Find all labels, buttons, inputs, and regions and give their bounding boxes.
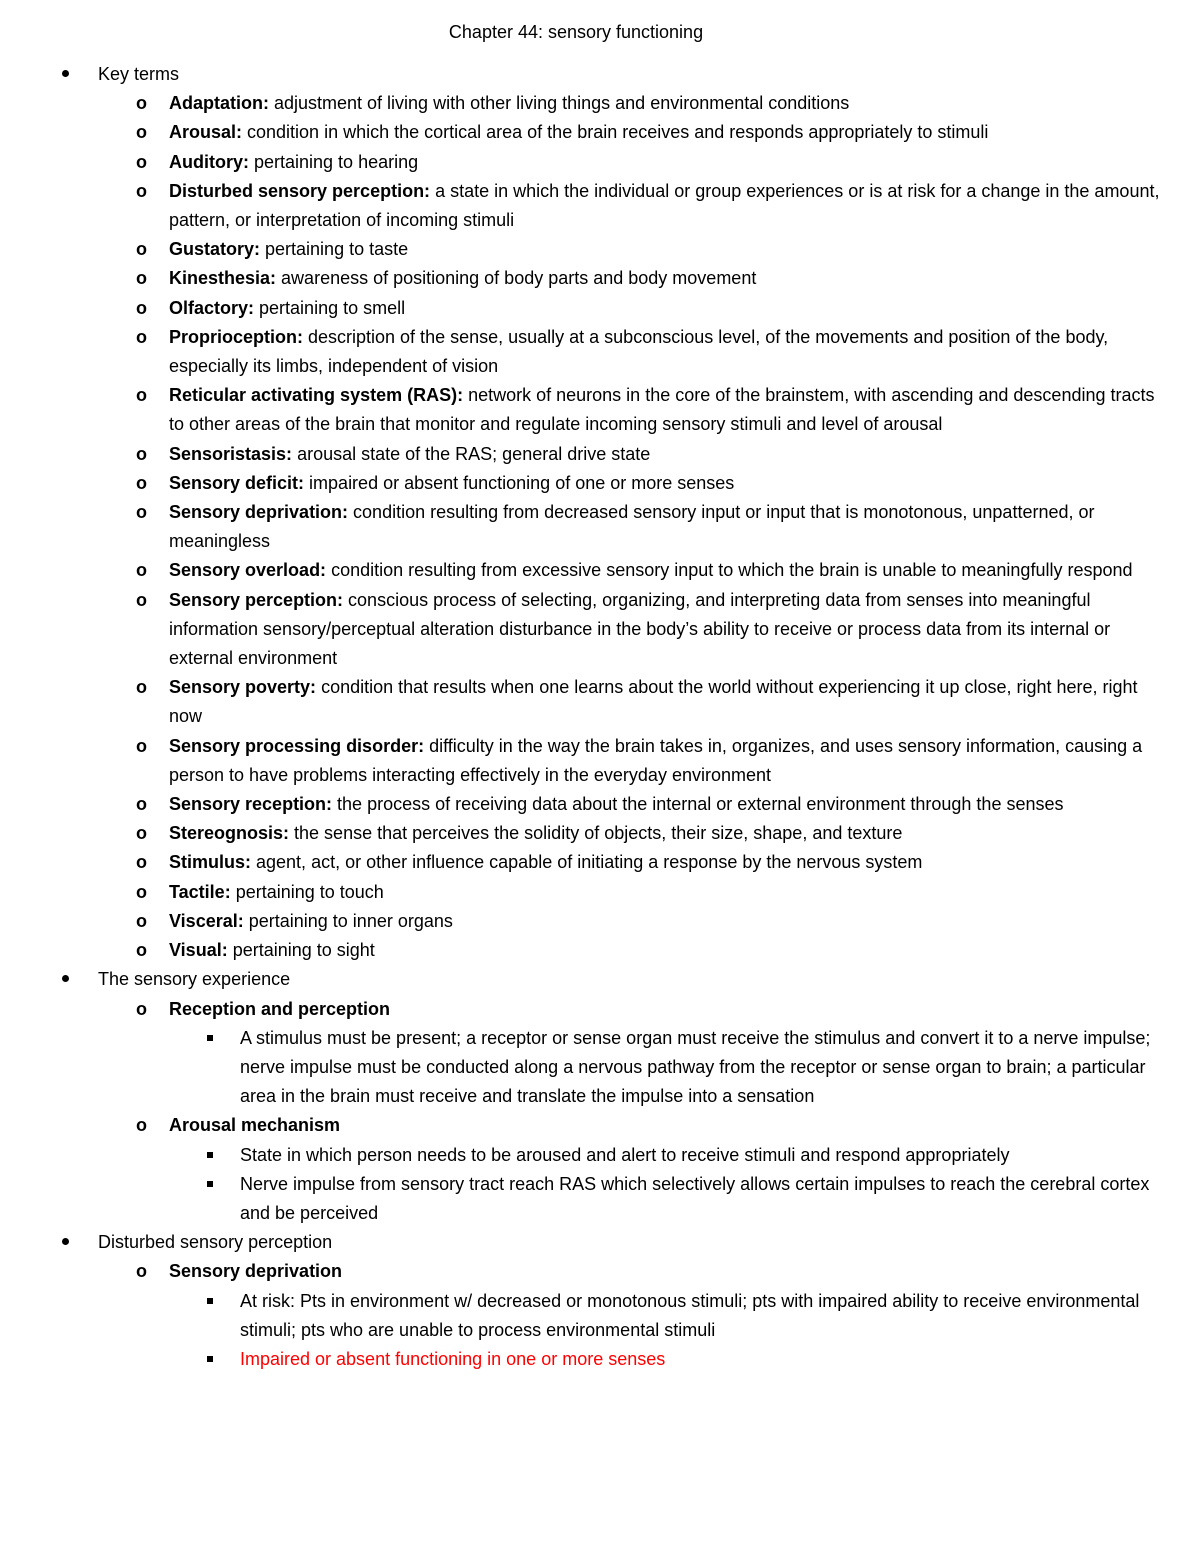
key-term-definition: pertaining to taste [260, 239, 409, 260]
subsection-heading: Sensory deprivation [169, 1261, 343, 1282]
circle-bullet-marker: o [136, 502, 147, 523]
key-term-label: Sensory perception: [169, 589, 344, 610]
key-term-definition: the sense that perceives the solidity of objects, their size, shape, and texture [289, 823, 903, 844]
key-term-label: Adaptation: [169, 93, 269, 114]
square-bullet-icon [207, 1298, 213, 1304]
bullet-icon [62, 70, 69, 77]
key-term-label: Kinesthesia: [169, 268, 277, 289]
key-term-label: Stereognosis: [169, 823, 290, 844]
circle-bullet-marker: o [136, 823, 147, 844]
key-term-item [0, 118, 1160, 147]
key-term-item [0, 819, 1160, 848]
section-key-terms [0, 60, 1160, 89]
detail-text: State in which person needs to be aroused and alert to receive stimuli and respond appropriately [240, 1144, 1010, 1165]
subsection-heading: Reception and perception [169, 998, 391, 1019]
key-term-definition: arousal state of the RAS; general drive state [292, 443, 651, 464]
key-term-label: Sensory overload: [169, 560, 327, 581]
key-term-item [0, 556, 1160, 585]
key-term-definition: pertaining to smell [254, 297, 406, 318]
key-term-item [0, 790, 1160, 819]
key-term-definition: adjustment of living with other living things and environmental conditions [268, 93, 850, 114]
detail-text: Nerve impulse from sensory tract reach RAS which selectively allows certain impulses to reach the cerebral cortex and be perceived [240, 1173, 1150, 1223]
key-term-label: Gustatory: [169, 239, 261, 260]
section-heading: Key terms [98, 64, 180, 84]
key-term-definition: the process of receiving data about the internal or external environment through the senses [332, 794, 1064, 815]
key-term-item [0, 732, 1160, 790]
key-term-label: Sensory processing disorder: [169, 735, 425, 756]
key-term-item [0, 848, 1160, 877]
detail-item [0, 1141, 1160, 1170]
key-term-item [0, 440, 1160, 469]
circle-bullet-marker: o [136, 677, 147, 698]
circle-bullet-marker: o [136, 1115, 147, 1136]
subsection-heading: Arousal mechanism [169, 1115, 341, 1136]
detail-item [0, 1345, 1160, 1374]
bullet-icon [62, 975, 69, 982]
circle-bullet-marker: o [136, 940, 147, 961]
circle-bullet-marker: o [136, 385, 147, 406]
key-term-item [0, 936, 1160, 965]
detail-text: At risk: Pts in environment w/ decreased or monotonous stimuli; pts with impaired ability to receive environmental stimuli; pts who are unable to process environmental stimuli [240, 1290, 1140, 1340]
circle-bullet-marker: o [136, 297, 147, 318]
key-term-definition: impaired or absent functioning of one or more senses [304, 472, 735, 493]
circle-bullet-marker: o [136, 239, 147, 260]
sensory-experience-list [0, 995, 1160, 1229]
key-term-item [0, 323, 1160, 381]
circle-bullet-marker: o [136, 443, 147, 464]
detail-item [0, 1024, 1160, 1112]
circle-bullet-marker: o [136, 910, 147, 931]
key-term-item [0, 878, 1160, 907]
circle-bullet-marker: o [136, 122, 147, 143]
detail-text: Impaired or absent functioning in one or more senses [240, 1348, 666, 1369]
section-sensory-experience [0, 965, 1160, 994]
circle-bullet-marker: o [136, 794, 147, 815]
section-heading: Disturbed sensory perception [98, 1232, 333, 1253]
circle-bullet-marker: o [136, 472, 147, 493]
key-term-label: Visceral: [169, 910, 244, 931]
key-term-item [0, 148, 1160, 177]
square-bullet-icon [207, 1152, 213, 1158]
key-term-label: Stimulus: [169, 852, 252, 873]
key-term-item [0, 498, 1160, 556]
key-term-definition: description of the sense, usually at a subconscious level, of the movements and position of the body, especially its limbs, independent of vision [169, 326, 1109, 377]
circle-bullet-marker: o [136, 998, 147, 1019]
key-term-label: Visual: [169, 940, 228, 961]
square-bullet-icon [207, 1181, 213, 1187]
document-body [0, 60, 1160, 1374]
key-term-label: Arousal: [169, 122, 243, 143]
key-term-label: Disturbed sensory perception: [169, 180, 431, 201]
key-term-definition: agent, act, or other influence capable of initiating a response by the nervous system [251, 852, 923, 873]
key-term-label: Proprioception: [169, 326, 303, 347]
circle-bullet-marker: o [136, 1261, 147, 1282]
circle-bullet-marker: o [136, 560, 147, 581]
key-term-definition: conscious process of selecting, organizing, and interpreting data from senses into meaningful information sensory/perceptual alteration disturbance in the body’s ability to receive or process data from its internal or external environment [169, 589, 1111, 669]
square-bullet-icon [207, 1356, 213, 1362]
key-term-item [0, 469, 1160, 498]
circle-bullet-marker: o [136, 268, 147, 289]
circle-bullet-marker: o [136, 93, 147, 114]
disturbed-sensory-perception-list [0, 1257, 1160, 1374]
key-term-label: Sensoristasis: [169, 443, 293, 464]
key-term-definition: pertaining to hearing [249, 151, 419, 172]
key-term-label: Reticular activating system (RAS): [169, 385, 464, 406]
key-term-item [0, 907, 1160, 936]
key-term-item [0, 381, 1160, 439]
key-term-definition: difficulty in the way the brain takes in, organizes, and uses sensory information, causing a person to have problems interacting effectively in the everyday environment [169, 735, 1143, 785]
section-disturbed-sensory-perception [0, 1228, 1160, 1257]
key-term-item [0, 235, 1160, 264]
key-term-item [0, 89, 1160, 118]
detail-item [0, 1287, 1160, 1345]
key-term-item [0, 264, 1160, 293]
key-term-label: Tactile: [169, 881, 231, 902]
key-term-definition: condition that results when one learns about the world without experiencing it up close, right here, right now [169, 677, 1138, 727]
bullet-icon [62, 1238, 69, 1245]
key-term-label: Sensory deprivation: [169, 502, 349, 523]
key-term-definition: condition resulting from excessive sensory input to which the brain is unable to meaningfully respond [326, 560, 1133, 581]
circle-bullet-marker: o [136, 735, 147, 756]
key-term-definition: pertaining to touch [230, 881, 384, 902]
key-term-item [0, 586, 1160, 674]
circle-bullet-marker: o [136, 151, 147, 172]
key-term-definition: network of neurons in the core of the brainstem, with ascending and descending tracts to other areas of the brain that monitor and regulate incoming sensory stimuli and level of arousal [169, 385, 1155, 435]
key-term-item [0, 673, 1160, 731]
subsection-item [0, 995, 1160, 1024]
circle-bullet-marker: o [136, 180, 147, 201]
key-term-definition: awareness of positioning of body parts and body movement [276, 268, 757, 289]
circle-bullet-marker: o [136, 326, 147, 347]
key-term-definition: pertaining to inner organs [243, 910, 453, 931]
key-term-label: Sensory poverty: [169, 677, 317, 698]
square-bullet-icon [207, 1035, 213, 1041]
key-term-label: Sensory reception: [169, 794, 333, 815]
key-term-label: Sensory deficit: [169, 472, 305, 493]
key-term-definition: condition in which the cortical area of the brain receives and responds appropriately to stimuli [242, 122, 989, 143]
key-term-definition: pertaining to sight [227, 940, 375, 961]
circle-bullet-marker: o [136, 852, 147, 873]
key-term-definition: condition resulting from decreased sensory input or input that is monotonous, unpatterned, or meaningless [169, 502, 1095, 552]
key-term-item [0, 294, 1160, 323]
subsection-item [0, 1111, 1160, 1140]
detail-text: A stimulus must be present; a receptor or sense organ must receive the stimulus and convert it to a nerve impulse; nerve impulse must be conducted along a nervous pathway from the receptor or sense organ to brain; a particular area in the brain must receive and translate the impulse into a sensation [240, 1027, 1151, 1107]
key-term-label: Olfactory: [169, 297, 255, 318]
key-term-item [0, 177, 1160, 235]
subsection-item [0, 1257, 1160, 1286]
circle-bullet-marker: o [136, 589, 147, 610]
detail-item [0, 1170, 1160, 1228]
section-heading: The sensory experience [98, 969, 291, 990]
key-terms-list [0, 89, 1160, 965]
key-term-definition: a state in which the individual or group experiences or is at risk for a change in the amount, pattern, or interpretation of incoming stimuli [169, 180, 1160, 231]
circle-bullet-marker: o [136, 881, 147, 902]
page-title: Chapter 44: sensory functioning [448, 22, 704, 42]
key-term-label: Auditory: [169, 151, 249, 172]
